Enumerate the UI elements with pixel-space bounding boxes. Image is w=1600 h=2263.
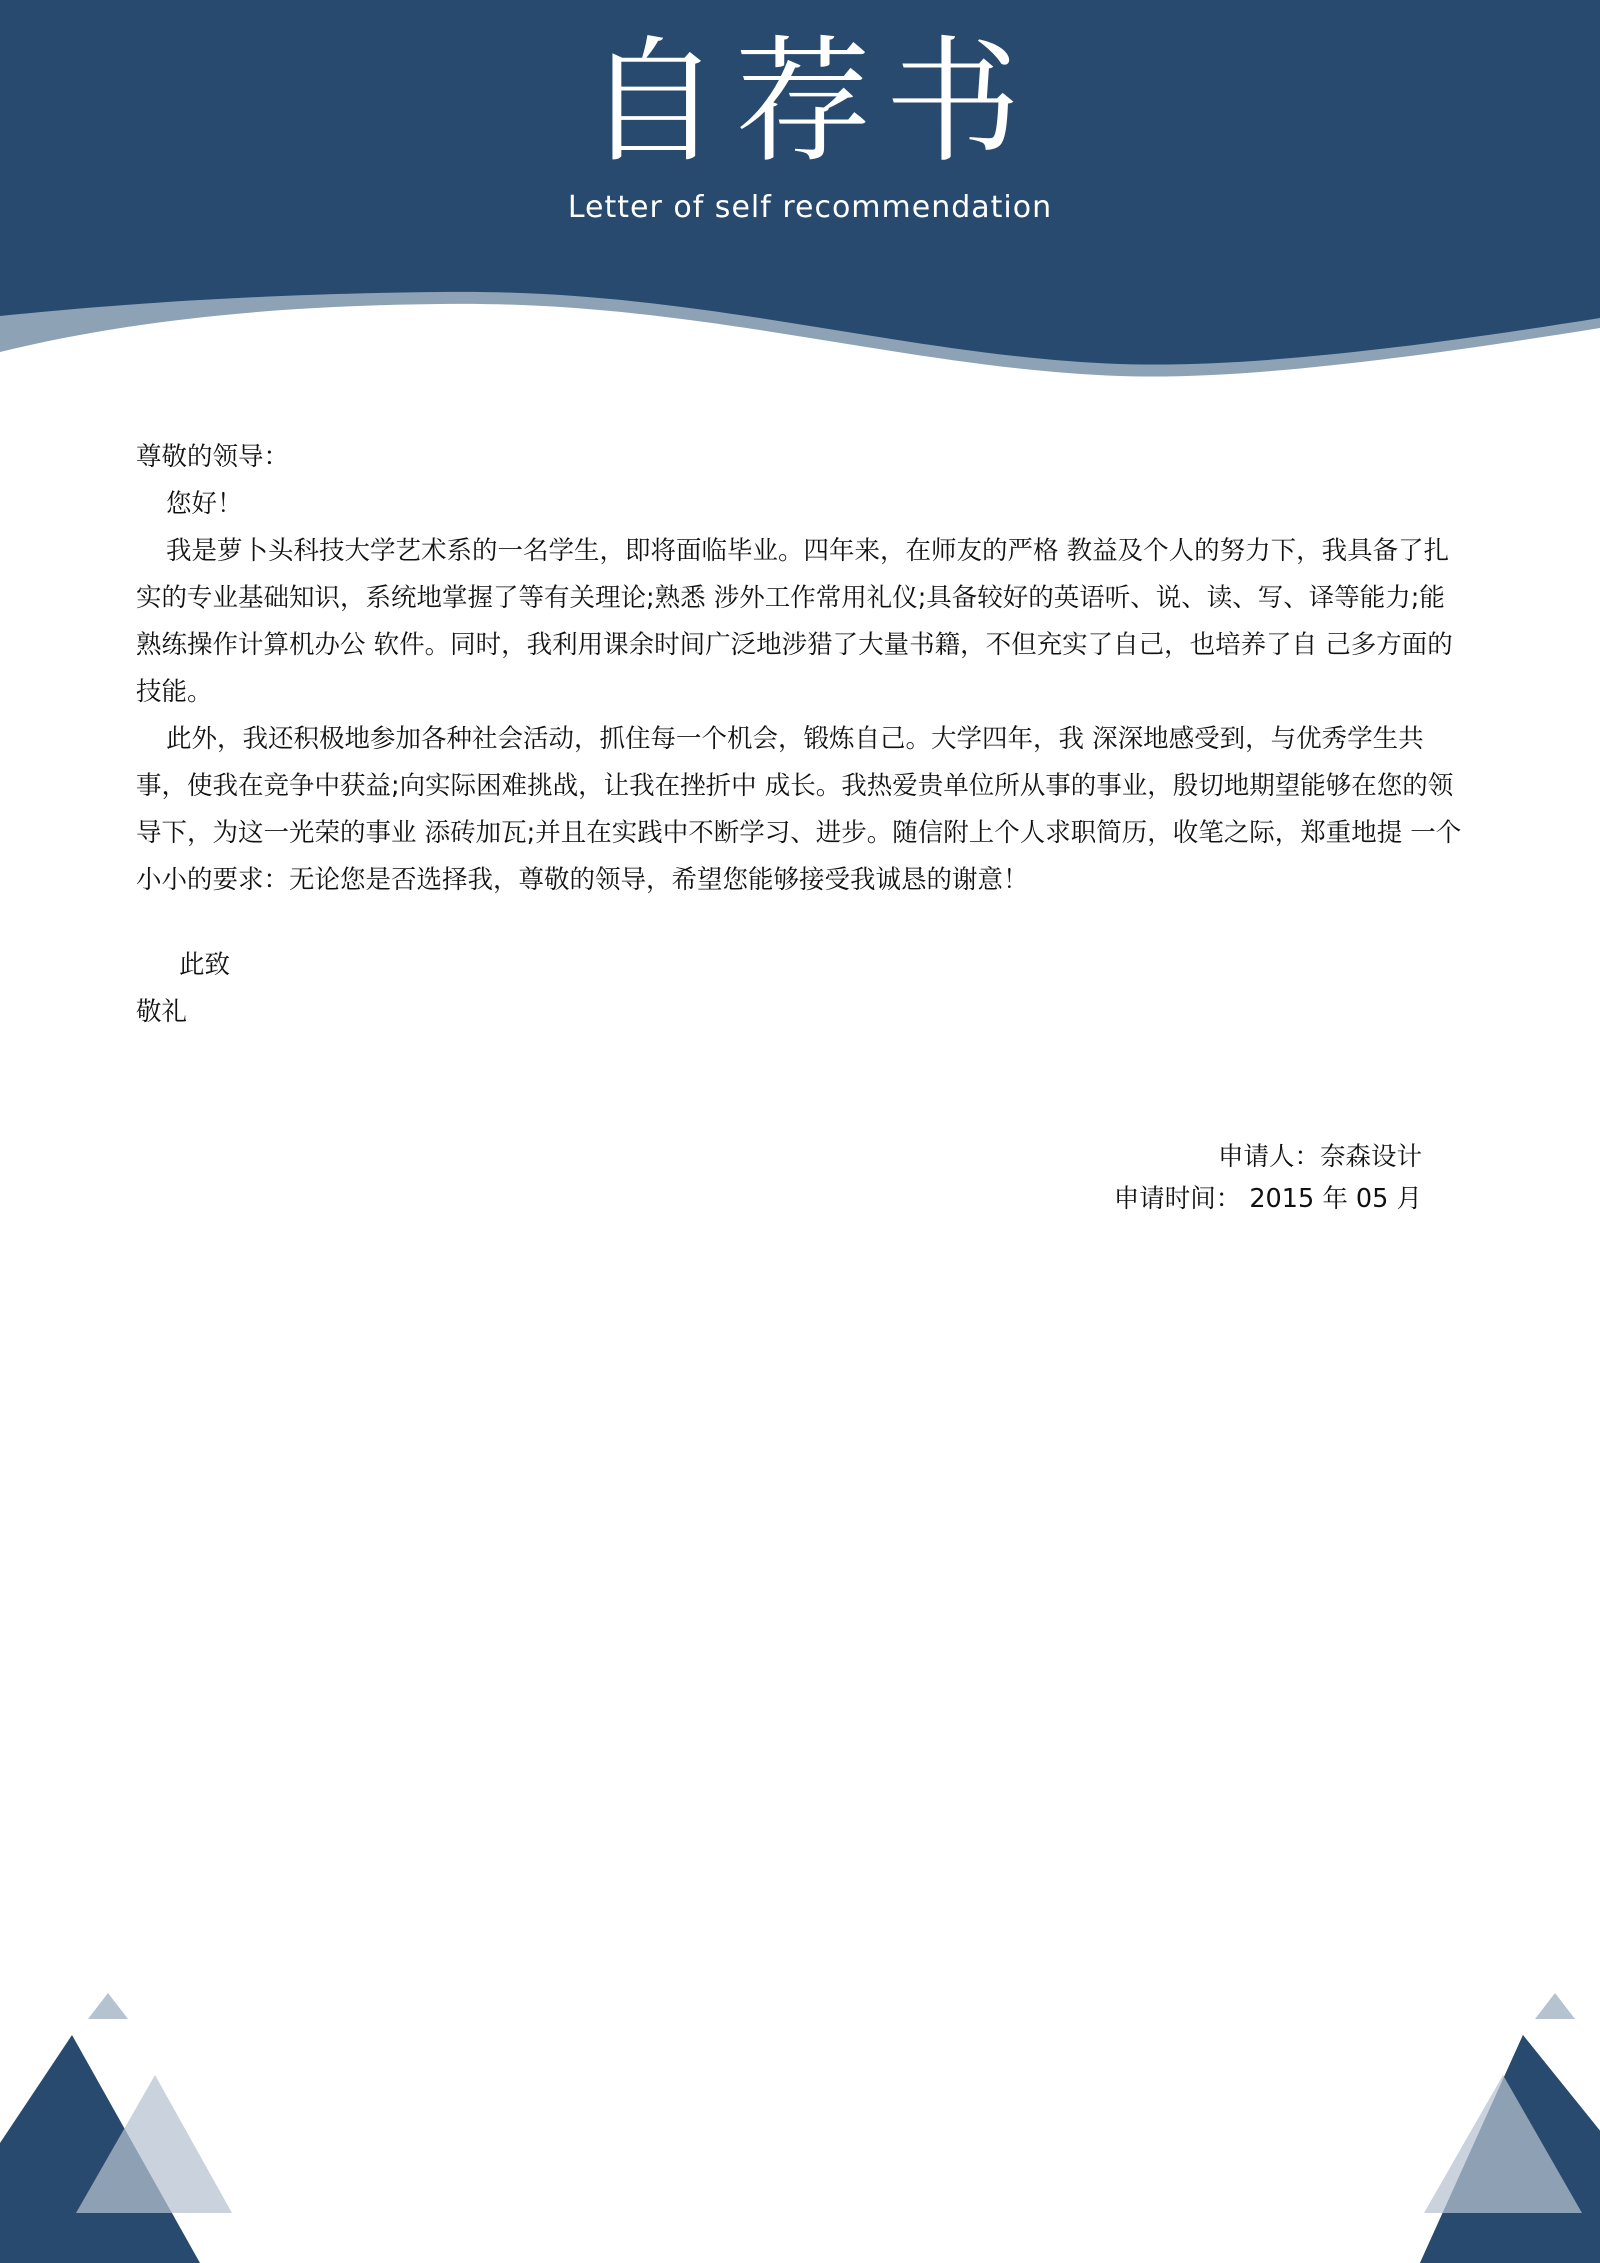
salutation: 尊敬的领导： [136, 442, 290, 472]
spacer [136, 904, 1464, 942]
paragraph-2: 此外，我还积极地参加各种社会活动，抓住每一个机会，锻炼自己。大学四年，我 深深地感受到，与优秀学生共事，使我在竞争中获益;向实际困难挑战，让我在挫折中 成长。我热爱贵单位所从事的事业，殷切地期望能够在您的领导下，为这一光荣的事业 添砖加瓦;并且在实践中不断学习、进步。随信附上个人求职简历，收笔之际，郑重地提 一个小小的要求：无论您是否选择我，尊敬的领导，希望您能够接受我诚恳的谢意！ [136, 724, 1462, 895]
triangle-decoration-left [0, 1993, 260, 2263]
signature-block [1114, 1136, 1422, 1220]
closing-line-2: 敬礼 [136, 997, 188, 1027]
closing-line-1: 此致 [179, 950, 231, 980]
page-subtitle: Letter of self recommendation [567, 190, 1053, 225]
page-title: 自荐书 [585, 24, 1035, 182]
triangle-decoration-right [1340, 1993, 1600, 2263]
application-date: 申请时间： 2015 年 05 月 [1113, 1184, 1422, 1214]
letter-body [136, 434, 1464, 1036]
greeting: 您好！ [166, 489, 243, 519]
header-banner [0, 0, 1600, 390]
paragraph-1: 我是萝卜头科技大学艺术系的一名学生，即将面临毕业。四年来，在师友的严格 教益及个人的努力下，我具备了扎实的专业基础知识，系统地掌握了等有关理论;熟悉 涉外工作常用礼仪;具备较好的英语听、说、读、写、译等能力;能熟练操作计算机办公 软件。同时，我利用课余时间广泛地涉猎了大量书籍，不但充实了自己，也培养了自 己多方面的技能。 [136, 536, 1453, 707]
applicant-name: 申请人：奈森设计 [1217, 1142, 1422, 1172]
title-block [0, 24, 1600, 228]
